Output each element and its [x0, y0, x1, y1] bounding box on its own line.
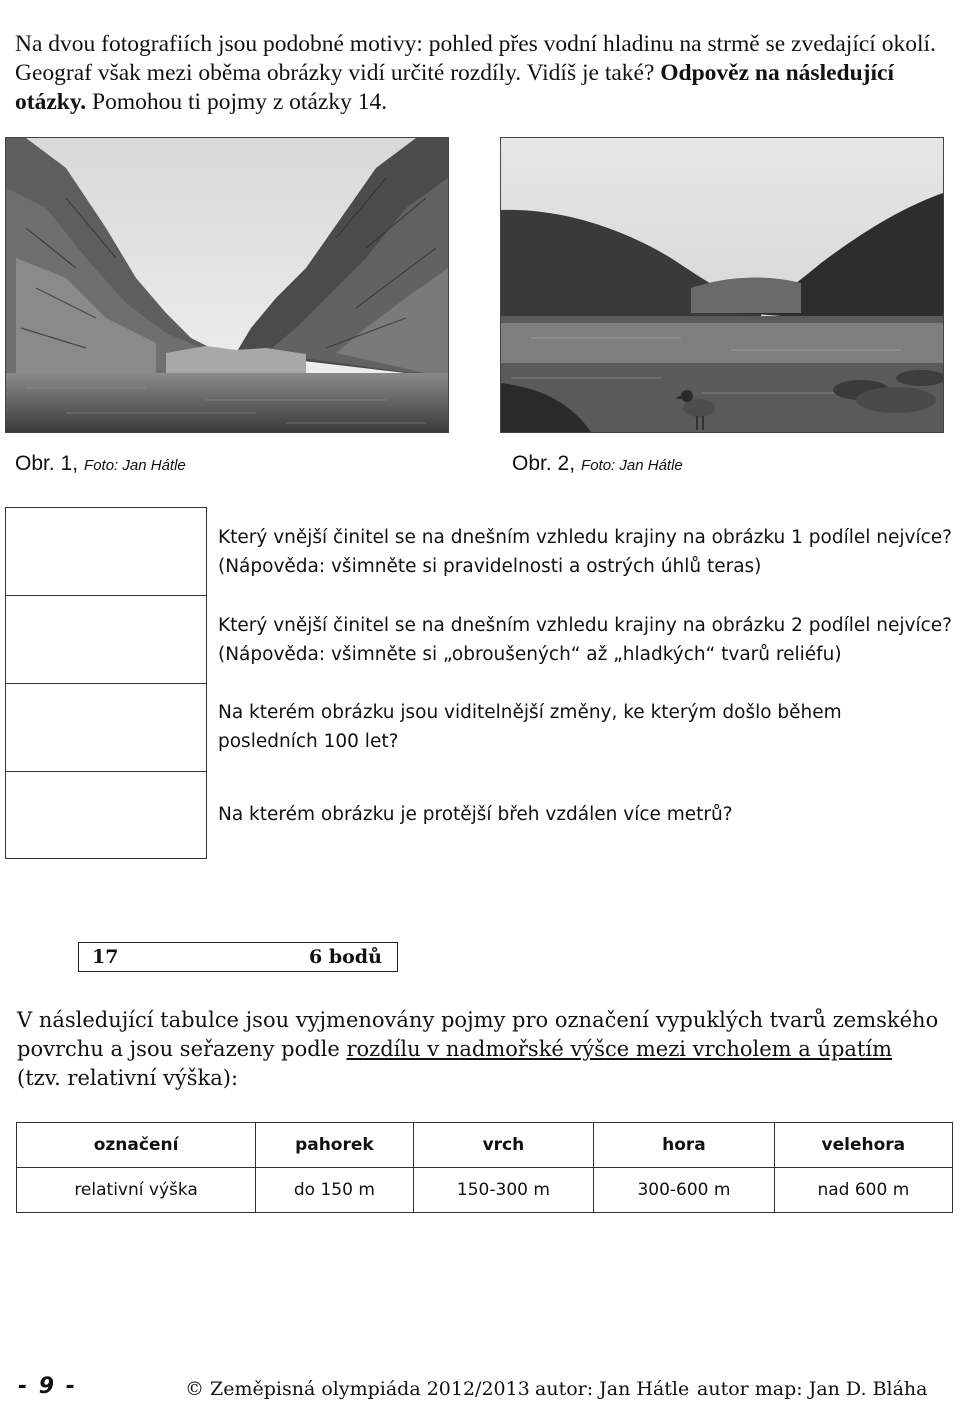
table-header-cell: označení [17, 1123, 256, 1168]
question-1: Který vnější činitel se na dnešním vzhledu krajiny na obrázku 1 podílel nejvíce? (Nápověda: všimněte si pravidelnosti a ostrých úhlů teras) [218, 527, 952, 577]
answer-box-4[interactable] [5, 771, 207, 859]
photo-1-quarry-lake [5, 137, 449, 433]
task-header-box [78, 942, 398, 972]
intro-paragraph [15, 30, 950, 117]
table-cell: nad 600 m [774, 1168, 952, 1213]
page-number: - 9 - [18, 1374, 77, 1399]
table-cell: 150-300 m [413, 1168, 594, 1213]
task-17-text: V následující tabulce jsou vyjmenovány pojmy pro označení vypuklých tvarů zemského povrchu a jsou seřazeny podle rozdílu v nadmořské výšce mezi vrcholem a úpatím (tzv. relativní výška): [17, 1008, 939, 1090]
question-3: Na kterém obrázku jsou viditelnější změny, ke kterým došlo během posledních 100 let? [218, 702, 842, 752]
footer-copyright: © Zeměpisná olympiáda 2012/2013 [185, 1378, 530, 1400]
question-3-hint: posledních 100 let? [218, 731, 399, 752]
question-1-hint: (Nápověda: všimněte si pravidelnosti a ostrých úhlů teras) [218, 556, 762, 577]
table-cell: relativní výška [17, 1168, 256, 1213]
intro-line-1: Na dvou fotografiích jsou podobné motivy: pohled přes vodní hladinu na strmě se zvedající okolí. [15, 31, 936, 57]
answer-box-2[interactable] [5, 595, 207, 683]
table-header-cell: pahorek [256, 1123, 414, 1168]
photo-1-credit: Foto: Jan Hátle [84, 457, 186, 474]
intro-line-3-bold: otázky. [15, 89, 87, 115]
footer-maps-author: autor map: Jan D. Bláha [697, 1378, 928, 1400]
answer-box-1[interactable] [5, 507, 207, 595]
intro-line-3: Pomohou ti pojmy z otázky 14. [86, 89, 388, 115]
table-row [17, 1168, 953, 1213]
question-2-hint: (Nápověda: všimněte si „obroušených“ až „hladkých“ tvarů reliéfu) [218, 644, 842, 665]
relief-terms-table [16, 1122, 953, 1213]
intro-line-2-bold: Odpověz na následující [660, 60, 894, 86]
photo-2-caption: Obr. 2, Foto: Jan Hátle [512, 452, 683, 475]
photo-2-credit: Foto: Jan Hátle [581, 457, 683, 474]
task-number: 17 [92, 946, 119, 968]
table-cell: 300-600 m [594, 1168, 775, 1213]
answer-boxes [5, 507, 207, 859]
table-cell: do 150 m [256, 1168, 414, 1213]
photo-2-glacial-lake [500, 137, 944, 433]
table-header-cell: velehora [774, 1123, 952, 1168]
task-17-underlined: rozdílu v nadmořské výšce mezi vrcholem a úpatím [346, 1037, 892, 1061]
answer-box-3[interactable] [5, 683, 207, 771]
question-4: Na kterém obrázku je protější břeh vzdálen více metrů? [218, 804, 733, 825]
footer-author: autor: Jan Hátle [535, 1378, 690, 1400]
task-points: 6 bodů [309, 946, 382, 968]
question-2: Který vnější činitel se na dnešním vzhledu krajiny na obrázku 2 podílel nejvíce? (Nápověda: všimněte si „obroušených“ až „hladkých“ tvarů reliéfu) [218, 615, 952, 665]
photo-1-caption: Obr. 1, Foto: Jan Hátle [15, 452, 186, 475]
table-header-row [17, 1123, 953, 1168]
table-header-cell: hora [594, 1123, 775, 1168]
table-header-cell: vrch [413, 1123, 594, 1168]
intro-line-2: Geograf však mezi oběma obrázky vidí určité rozdíly. Vidíš je také? [15, 60, 661, 86]
